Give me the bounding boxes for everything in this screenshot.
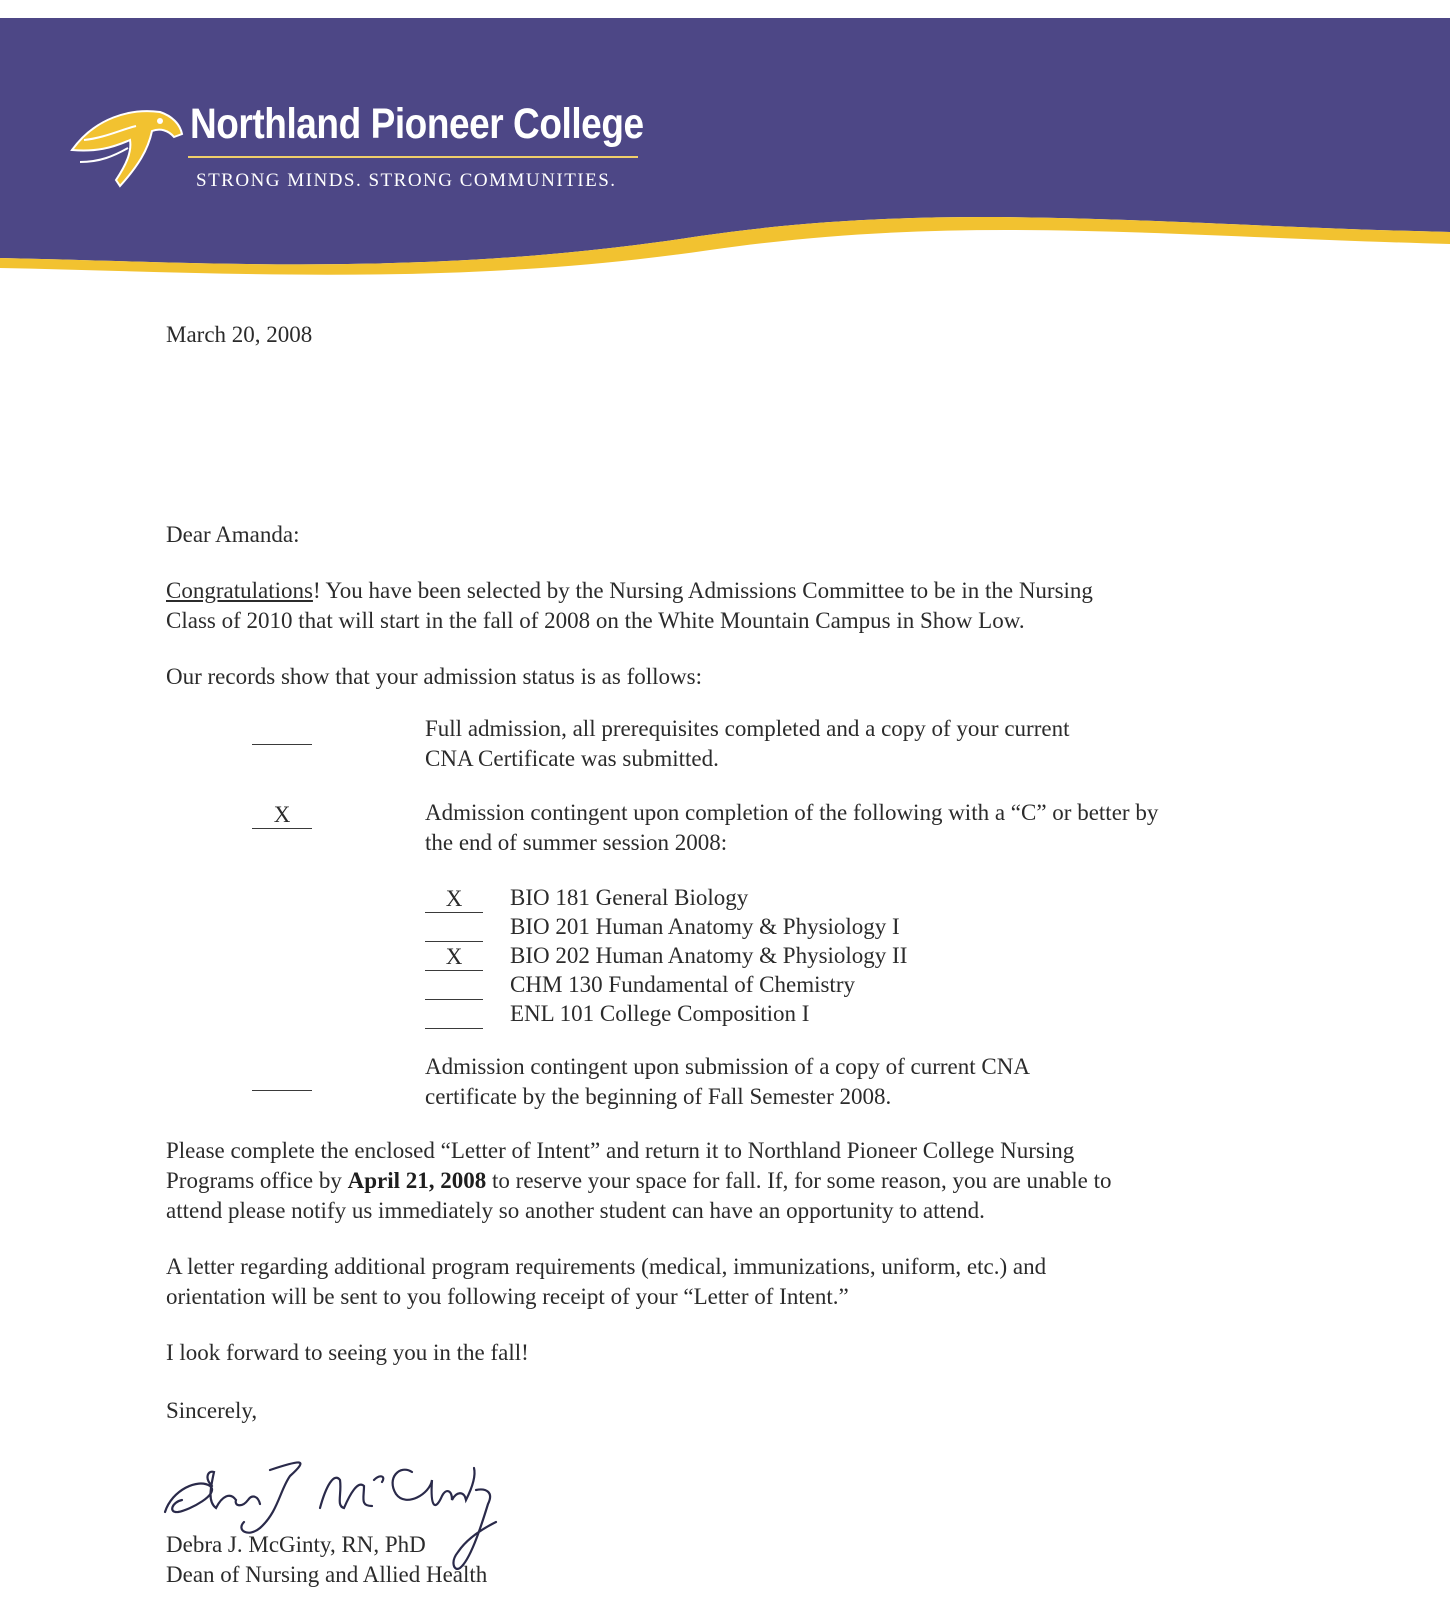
course-label: BIO 202 Human Anatomy & Physiology II: [510, 943, 908, 968]
intent-line-1: Please complete the enclosed “Letter of Intent” and return it to Northland Pioneer College Nursing: [166, 1138, 1075, 1163]
intent-line-2-pre: Programs office by: [166, 1168, 348, 1193]
intent-deadline: April 21, 2008: [347, 1168, 487, 1193]
closing-remark: I look forward to seeing you in the fall!: [166, 1340, 529, 1365]
requirements-line-1: A letter regarding additional program requirements (medical, immunizations, uniform, etc.) and: [166, 1254, 1047, 1279]
course-label: BIO 181 General Biology: [510, 885, 749, 910]
intro-line-1-rest: ! You have been selected by the Nursing Admissions Committee to be in the Nursing: [312, 578, 1093, 603]
course-mark: [425, 1002, 483, 1029]
signatory-title: Dean of Nursing and Allied Health: [166, 1562, 488, 1587]
intent-line-2-post: to reserve your space for fall. If, for some reason, you are unable to: [486, 1168, 1112, 1193]
letterhead-banner: [0, 0, 1450, 300]
congratulations-text: Congratulations: [166, 578, 313, 603]
letterhead: [0, 0, 1450, 300]
closing: Sincerely,: [166, 1398, 258, 1423]
signatory-name: Debra J. McGinty, RN, PhD: [166, 1532, 426, 1557]
course-label: BIO 201 Human Anatomy & Physiology I: [510, 914, 900, 939]
college-name: Northland Pioneer College: [190, 100, 644, 148]
salutation: Dear Amanda:: [166, 522, 300, 547]
brand-divider: [188, 156, 638, 158]
status-contingent-courses-mark: X: [252, 802, 312, 829]
intent-line-2: [166, 1166, 1112, 1196]
status-contingent-courses-line-2: the end of summer session 2008:: [425, 830, 728, 855]
status-full-admission-line-2: CNA Certificate was submitted.: [425, 746, 719, 771]
course-mark: X: [425, 886, 483, 913]
status-contingent-cna-mark: [252, 1064, 312, 1091]
course-mark: [425, 973, 483, 1000]
requirements-line-2: orientation will be sent to you following receipt of your “Letter of Intent.”: [166, 1284, 849, 1309]
letter-date: March 20, 2008: [166, 322, 313, 347]
intro-line-2: Class of 2010 that will start in the fall of 2008 on the White Mountain Campus in Show Low.: [166, 608, 1025, 633]
status-intro: Our records show that your admission status is as follows:: [166, 664, 702, 689]
status-contingent-cna-line-1: Admission contingent upon submission of a copy of current CNA: [425, 1054, 1030, 1079]
intro-line-1: [166, 576, 1093, 606]
intent-line-3: attend please notify us immediately so another student can have an opportunity to attend.: [166, 1198, 985, 1223]
status-full-admission-line-1: Full admission, all prerequisites completed and a copy of your current: [425, 716, 1070, 741]
course-label: ENL 101 College Composition I: [510, 1001, 810, 1026]
status-contingent-courses-line-1: Admission contingent upon completion of the following with a “C” or better by: [425, 800, 1159, 825]
course-label: CHM 130 Fundamental of Chemistry: [510, 972, 855, 997]
course-mark: [425, 915, 483, 942]
status-contingent-cna-line-2: certificate by the beginning of Fall Semester 2008.: [425, 1084, 892, 1109]
course-mark: X: [425, 944, 483, 971]
status-full-admission-mark: [252, 718, 312, 745]
college-tagline: STRONG MINDS. STRONG COMMUNITIES.: [196, 170, 617, 191]
